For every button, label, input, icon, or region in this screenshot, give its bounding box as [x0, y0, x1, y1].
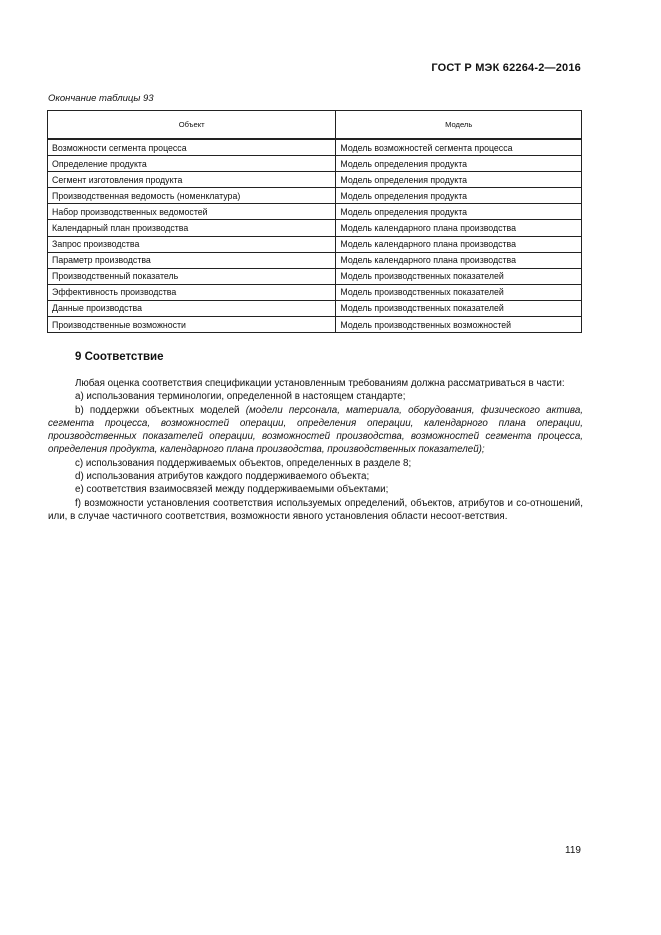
intro-paragraph: Любая оценка соответствия спецификации установленным требованиям должна рассматриваться в части: — [75, 378, 565, 389]
list-item-a: а) использования терминологии, определенной в настоящем стандарте; — [75, 391, 406, 403]
table-row — [48, 252, 582, 268]
table-row — [48, 300, 582, 316]
table-row — [48, 220, 582, 236]
model-cell: Модель определения продукта — [336, 172, 582, 188]
column-header-object: Объект — [48, 111, 336, 140]
model-cell: Модель определения продукта — [336, 156, 582, 172]
list-item-c: c) использования поддерживаемых объектов, определенных в разделе 8; — [75, 457, 412, 469]
model-cell: Модель возможностей сегмента процесса — [336, 139, 582, 156]
object-cell: Запрос производства — [48, 236, 336, 252]
table-row — [48, 172, 582, 188]
section-title: 9 Соответствие — [75, 351, 164, 363]
table-header-row — [48, 111, 582, 140]
object-cell: Возможности сегмента процесса — [48, 139, 336, 156]
table-row — [48, 284, 582, 300]
object-cell: Параметр производства — [48, 252, 336, 268]
object-cell: Календарный план производства — [48, 220, 336, 236]
table-caption: Окончание таблицы 93 — [48, 93, 154, 104]
model-cell: Модель календарного плана производства — [336, 236, 582, 252]
list-item-b-models: (модели персонала, материала, оборудования, физического актива, сегмента процесса, возможностей операции, определения операции, календарного плана операции, производственных показателей операции, возможностей производства, возможностей сегмента процесса, определения продукта, календарного плана производства, производственных показателей); — [48, 404, 583, 456]
model-cell: Модель календарного плана производства — [336, 220, 582, 236]
model-cell: Модель производственных показателей — [336, 268, 582, 284]
object-cell: Производственный показатель — [48, 268, 336, 284]
list-item-b — [48, 404, 583, 457]
object-cell: Сегмент изготовления продукта — [48, 172, 336, 188]
table-row — [48, 139, 582, 156]
table-row — [48, 156, 582, 172]
model-cell: Модель производственных возможностей — [336, 317, 582, 333]
model-cell: Модель определения продукта — [336, 188, 582, 204]
object-cell: Производственные возможности — [48, 317, 336, 333]
objects-models-table — [47, 110, 582, 333]
object-cell: Данные производства — [48, 300, 336, 316]
table-row — [48, 236, 582, 252]
page-number: 119 — [565, 845, 581, 856]
list-item-d: d) использования атрибутов каждого поддерживаемого объекта; — [75, 471, 370, 483]
list-item-b-lead: b) поддержки объектных моделей — [75, 404, 246, 416]
table-row — [48, 204, 582, 220]
object-cell: Определение продукта — [48, 156, 336, 172]
section-body — [48, 377, 583, 523]
list-item-e: e) соответствия взаимосвязей между поддерживаемыми объектами; — [75, 484, 389, 496]
table-row — [48, 268, 582, 284]
model-cell: Модель календарного плана производства — [336, 252, 582, 268]
table-row — [48, 317, 582, 333]
model-cell: Модель производственных показателей — [336, 284, 582, 300]
document-code: ГОСТ Р МЭК 62264-2—2016 — [431, 62, 581, 74]
column-header-model: Модель — [336, 111, 582, 140]
object-cell: Набор производственных ведомостей — [48, 204, 336, 220]
list-item-f: f) возможности установления соответствия используемых определений, объектов, атрибутов и со-отношений, или, в случае частичного соответствия, возможности явного установления области несоот-ветствия. — [48, 497, 583, 522]
model-cell: Модель производственных показателей — [336, 300, 582, 316]
table-row — [48, 188, 582, 204]
object-cell: Производственная ведомость (номенклатура) — [48, 188, 336, 204]
model-cell: Модель определения продукта — [336, 204, 582, 220]
object-cell: Эффективность производства — [48, 284, 336, 300]
